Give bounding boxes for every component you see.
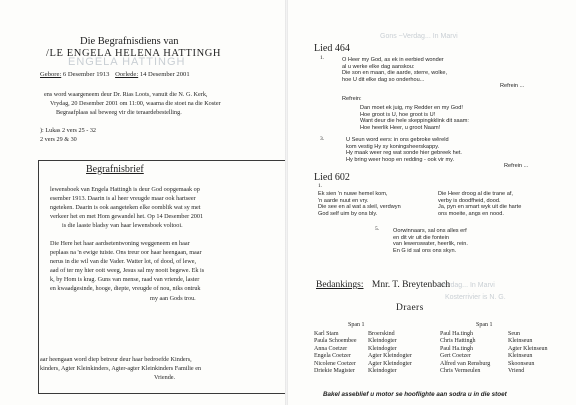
hymn-line: Hoe groot is U, hoe groot is U! [360,111,436,118]
eulogy-paragraph-2 [50,239,204,303]
hymn-line: en dit vir uit die fontein [393,234,449,241]
hymn-line: ons moeite, angs en nood. [438,210,504,217]
bearer-relation: Broerskind [368,331,395,337]
thanks-label: Bedankings: [316,280,364,290]
bearer-relation: Agter Kleindogter [368,353,412,360]
hymn-line: kom vestig Hy sy koningsheerskappy. [346,143,440,150]
hymn-2-verse-5-number: 5. [375,226,380,232]
service-line: Begraafplaas sal beweeg vir die teraardebestelling. [56,109,182,117]
hymn-1-verse-3 [346,137,462,163]
eulogy-line: k, by Hom is krag. Guns van mense, raad van vriende, laster [50,276,200,284]
hymn-2-verse-1-left [318,191,401,217]
hymn-2-verse-1-right [438,191,521,217]
hymn-1-verse-1 [342,57,447,83]
hymn-2-verse-1-number: 1. [318,183,323,189]
headlights-notice: Bakel asseblief u motor se hooflighte aan sodra u in die stoet [323,391,507,398]
bearer-name: Anna Coetzer [314,345,348,352]
bearers-right-relations [508,331,548,375]
bearer-relation: Skoonseun [508,360,535,367]
hymn-line: Hoe heerlik Heer, u groot Naam! [360,124,441,131]
hymn-line: Hy maak weer reg wat sonde hier gebreek het. [346,150,462,157]
eulogy-line: aad of ter my hier ooit weeg, Jesus sal my nooit begewe. Ek is [50,267,205,275]
bearers-team-1-heading: Span 1 [348,322,365,328]
bearer-name: Gert Coetzer [440,353,471,360]
eulogy-line: en kwaadgesinde, hooge, diepte, vreugde of nou, niks ontruk [50,285,201,293]
bearer-relation: Kleindogter [368,345,397,352]
bearer-relation: Kleinseun [508,338,533,345]
service-line: ens word waargeneem deur Dr. Rias Loots, vanuit die N. G. Kerk, [44,91,208,98]
eulogy-paragraph-1 [50,185,203,230]
hymn-line: U Seun word eers: in ons gebroke wêreld [346,137,449,143]
mourners-paragraph [40,355,201,382]
died-label: Oorlede: [115,71,139,78]
scripture-1: ): Lukas 2 vers 25 - 32 [40,127,97,134]
eulogy-line: ngeteken. Daarin is ook aangeteken elke oomblik wat sy met [50,204,201,212]
bearer-name: Chris Vermeulen [440,368,481,375]
eulogy-line: Die Here het haar aardsetentwoning weggeneem en haar [50,240,190,247]
eulogy-line: verkeer het en met Hom gewandel het. Op 14 Desember 2001 [50,213,204,221]
bearer-relation: Kleindogter [368,368,397,375]
eulogy-line: esember 1913. Daarin is al heer vreugde maar ook hartseer [50,195,196,203]
hymn-1-refrain-cue-2: Refrein ... [504,163,529,169]
bearer-relation: Agter Kleinseun [508,345,548,352]
hymn-1-refrain-cue-1: Refrein ... [500,83,525,89]
ghost-top-bleed: Gons ~Verdag... In Marvi [380,33,458,40]
mourners-line: Vriende. [154,374,176,382]
bearers-right-names [440,331,490,375]
hymn-line: Dan moet ek juig, my Redder en my God! [360,105,463,111]
hymn-line: Oorwinnaars, sal ons alles erf [393,228,467,234]
hymn-1-verse-3-number: 3. [320,136,325,142]
bearer-name: Alfred van Rensburg [440,360,491,367]
hymn-line: Die Heer droog al die trane af, [438,191,513,197]
born-date: 6 Desember 1913 [62,71,110,78]
bearer-name: Paula Schoembee [314,338,357,345]
hymn-line: Die son en maan, die aarde, sterre, wolke, [342,70,448,77]
hymn-2-verse-5 [393,228,468,254]
hymn-line: Die see en al wat a sleil, verdwyn [318,204,401,211]
died-date: 14 Desember 2001 [139,71,190,78]
mourners-line: kinders, Agter Kleinkinders, Agter-agter Kleinkinders Familie en [40,365,202,373]
scripture-readings [40,126,96,144]
eulogy-line: nerus in die wil van die Vader. Watter lot, of dood, of lewe, [50,258,197,266]
eulogy-line: is die laaste bladsy van haar lewensboek voltooi. [62,222,183,230]
bearer-name: Chris Hattingh [440,338,476,345]
hymn-1-title: Lied 464 [314,43,350,54]
bearer-relation: Seun [508,331,520,337]
mourners-line: aar heengaan word diep betreur deur haar bedroefde Kinders, [40,356,192,363]
eulogy-title: Begrafnisbrief [86,164,144,175]
life-dates [40,71,190,78]
bearer-name: Paul Ha.tingh [440,345,473,352]
bearers-left-names [314,331,357,375]
hymn-line: verby is doodfheid, dood. [438,197,501,204]
scripture-2: 2 vers 29 & 30 [40,136,77,144]
born-label: Gebore: [40,71,62,78]
bearer-relation: Kleinseun [508,353,533,360]
ghost-mid-bleed-2: Kosterrivier is N. G. [445,294,506,301]
bearer-relation: Vriend [508,368,525,375]
eulogy-line: peplaas na 'n ewige tuiste. Ons treur oor haar heengaan, maar [50,249,202,257]
hymn-line: hoe U dit elke dag so onderhou... [342,76,425,83]
deceased-name: /LE ENGELA HELENA HATTINGH [46,48,222,59]
bearer-name: Driekie Magister [314,368,355,375]
hymn-line: O Heer my God, as ek in eerbied wonder [342,57,444,63]
hymn-line: van lewenswater, heerlik, rein. [393,241,468,248]
hymn-line: God self uim by ons bly. [318,210,378,217]
hymn-1-verse-1-number: 1. [320,55,325,61]
hymn-1-refrain [360,105,469,131]
hymn-line: al u werke elke dag aanskou: [342,63,415,70]
thanks-name: Mnr. T. Breytenbach [371,280,451,290]
bearer-relation: Agter Kleindogter [368,360,412,367]
hymn-line: Ek sien 'n nuwe hemel kom, [318,191,388,197]
bearers-title: Draers [396,303,424,313]
service-details [44,90,221,117]
thanks-line [316,280,450,290]
hymn-line: 'n aarde nuut en vry. [318,197,369,204]
bearer-name: Paul Ha.tingh [440,331,473,337]
bearers-team-2-heading: Span 1 [476,322,493,328]
hymn-line: En G id sal ons ons skyn. [393,247,457,254]
ghost-mid-bleed-1: Verdag... In Marvi [440,282,495,289]
bearer-name: Engela Coetzer [314,353,351,360]
bearer-name: Nicolene Coetzer [314,360,356,367]
hymn-line: Hy bring weer hoop en redding - ook vir my. [346,156,455,163]
page-fold [285,0,288,405]
hymn-line: Want deur die hele skeppingkklink dit saam: [360,118,469,125]
bearer-relation: Kleindogter [368,338,397,345]
bearers-left-relations [368,331,412,375]
hymn-line: Ja, pyn en smart wyk uit die harte [438,204,522,211]
hymn-2-title: Lied 602 [314,172,350,183]
ghost-name-bleed: ENGELA HATTINGH [68,56,186,68]
hymn-1-refrain-label: Refrein: [342,96,362,102]
eulogy-line: lewensboek van Engela Hattingh is deur God oopgemaak op [50,186,200,193]
service-title: Die Begrafnisdiens van [80,36,179,47]
eulogy-line: my aan Gods trou. [150,294,196,302]
bearer-name: Karl Stam [314,331,339,337]
service-line: Vrydag, 20 Desember 2001 om 11:00, waarna die stoet na die Koster [50,100,221,108]
